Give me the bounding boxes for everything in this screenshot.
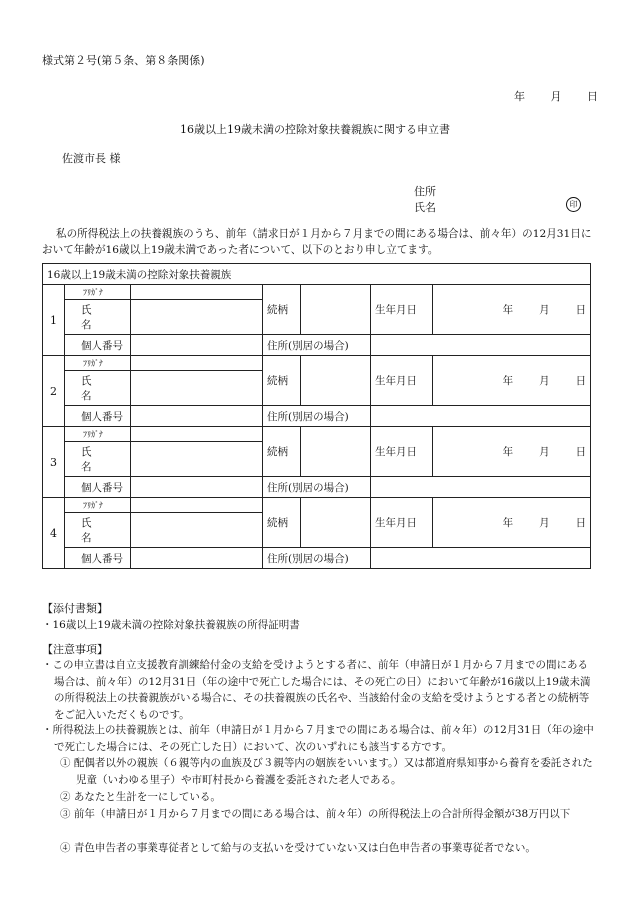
relation-field[interactable] xyxy=(301,356,371,406)
relation-label: 続柄 xyxy=(263,498,301,548)
note-sub-item xyxy=(60,789,594,806)
addressee: 佐渡市長 様 xyxy=(62,152,121,165)
dependent-entry-4 xyxy=(43,498,591,569)
address-label: 住所(別居の場合) xyxy=(263,335,371,356)
birthdate-field[interactable]: 年 月 日 xyxy=(433,356,591,406)
note-sub-item xyxy=(60,755,594,788)
name-label: 氏名 xyxy=(65,513,131,548)
address-label: 住所(別居の場合) xyxy=(263,548,371,569)
furigana-label: ﾌﾘｶﾞﾅ xyxy=(65,498,131,513)
entry-number: 3 xyxy=(43,427,65,498)
birthdate-label: 生年月日 xyxy=(371,356,433,406)
entry-number: 2 xyxy=(43,356,65,427)
notes-heading: 【注意事項】 xyxy=(42,643,108,656)
furigana-field[interactable] xyxy=(131,356,263,371)
furigana-label: ﾌﾘｶﾞﾅ xyxy=(65,285,131,300)
note-item xyxy=(42,722,598,755)
relation-label: 続柄 xyxy=(263,285,301,335)
name-field[interactable] xyxy=(131,300,263,335)
relation-label: 続柄 xyxy=(263,356,301,406)
furigana-field[interactable] xyxy=(131,285,263,300)
entry-number: 1 xyxy=(43,285,65,356)
furigana-label: ﾌﾘｶﾞﾅ xyxy=(65,356,131,371)
name-field[interactable] xyxy=(131,513,263,548)
relation-field[interactable] xyxy=(301,427,371,477)
address-field[interactable] xyxy=(371,548,591,569)
name-label: 氏名 xyxy=(65,300,131,335)
relation-field[interactable] xyxy=(301,498,371,548)
applicant-address-label: 住所 xyxy=(414,185,436,198)
name-field[interactable] xyxy=(131,442,263,477)
attachments-heading: 【添付書類】 xyxy=(42,602,108,615)
birthdate-field[interactable]: 年 月 日 xyxy=(433,285,591,335)
date-day: 日 xyxy=(587,90,598,103)
birthdate-field[interactable]: 年 月 日 xyxy=(433,498,591,548)
dependents-table xyxy=(42,263,591,569)
id-number-label: 個人番号 xyxy=(65,477,131,498)
id-number-field[interactable] xyxy=(131,477,263,498)
date-line xyxy=(500,88,598,104)
note-text: ・所得税法上の扶養親族とは、前年（申請日が１月から７月までの間にある場合は、前々年）の12月31日（年の途中で死亡した場合には、その死亡した日）において、次のいずれにも該当する方です。 xyxy=(42,724,594,753)
table-header: 16歳以上19歳未満の控除対象扶養親族 xyxy=(43,264,591,285)
id-number-field[interactable] xyxy=(131,335,263,356)
name-label: 氏名 xyxy=(65,371,131,406)
address-field[interactable] xyxy=(371,335,591,356)
dependent-entry-1 xyxy=(43,285,591,356)
id-number-label: 個人番号 xyxy=(65,335,131,356)
note-sub-text: ① 配偶者以外の親族（６親等内の血族及び３親等内の姻族をいいます。）又は都道府県知事から養育を委託された児童（いわゆる里子）や市町村長から養護を委託された老人である。 xyxy=(60,757,593,786)
id-number-label: 個人番号 xyxy=(65,548,131,569)
birthdate-label: 生年月日 xyxy=(371,498,433,548)
birthdate-field[interactable]: 年 月 日 xyxy=(433,427,591,477)
seal-icon: 印 xyxy=(566,197,581,212)
birthdate-label: 生年月日 xyxy=(371,285,433,335)
address-label: 住所(別居の場合) xyxy=(263,477,371,498)
note-sub-item xyxy=(60,806,594,823)
date-year: 年 xyxy=(514,90,525,103)
note-text: ・この申立書は自立支援教育訓練給付金の支給を受けようとする者に、前年（申請日が１月から７月までの間にある場合は、前々年）の12月31日（年の途中で死亡した場合には、その死亡の日）において年齢が16歳以上19歳未満の所得税法上の扶養親族がいる場合に、その扶養親族の氏名や、当該給付金の支給を受けようとする者との続柄等をご記入いただくものです。 xyxy=(42,659,591,721)
address-label: 住所(別居の場合) xyxy=(263,406,371,427)
dependent-entry-2 xyxy=(43,356,591,427)
note-sub-text: ④ 青色申告者の事業専従者として給与の支払いを受けていない又は白色申告者の事業専従者でない。 xyxy=(60,842,536,854)
id-number-field[interactable] xyxy=(131,406,263,427)
furigana-field[interactable] xyxy=(131,427,263,442)
id-number-field[interactable] xyxy=(131,548,263,569)
document-title: 16歳以上19歳未満の控除対象扶養親族に関する申立書 xyxy=(180,123,450,136)
furigana-field[interactable] xyxy=(131,498,263,513)
name-label: 氏名 xyxy=(65,442,131,477)
note-item xyxy=(42,657,598,723)
form-number: 様式第２号(第５条、第８条関係) xyxy=(42,54,205,67)
entry-number: 4 xyxy=(43,498,65,569)
birthdate-label: 生年月日 xyxy=(371,427,433,477)
id-number-label: 個人番号 xyxy=(65,406,131,427)
name-field[interactable] xyxy=(131,371,263,406)
note-sub-text: ② あなたと生計を一にしている。 xyxy=(60,791,221,803)
address-field[interactable] xyxy=(371,406,591,427)
relation-field[interactable] xyxy=(301,285,371,335)
applicant-name-label: 氏名 xyxy=(414,201,436,214)
date-month: 月 xyxy=(550,90,562,103)
note-sub-text: ③ 前年（申請日が１月から７月までの間にある場合は、前々年）の所得税法上の合計所得金額が38万円以下 xyxy=(60,808,571,820)
dependent-entry-3 xyxy=(43,427,591,498)
relation-label: 続柄 xyxy=(263,427,301,477)
intro-paragraph: 私の所得税法上の扶養親族のうち、前年（請求日が１月から７月までの間にある場合は、前々年）の12月31日において年齢が16歳以上19歳未満であった者について、以下のとおり申し立てます。 xyxy=(42,228,592,256)
furigana-label: ﾌﾘｶﾞﾅ xyxy=(65,427,131,442)
note-sub-item xyxy=(60,840,594,857)
attachment-item: ・16歳以上19歳未満の控除対象扶養親族の所得証明書 xyxy=(42,619,300,631)
address-field[interactable] xyxy=(371,477,591,498)
